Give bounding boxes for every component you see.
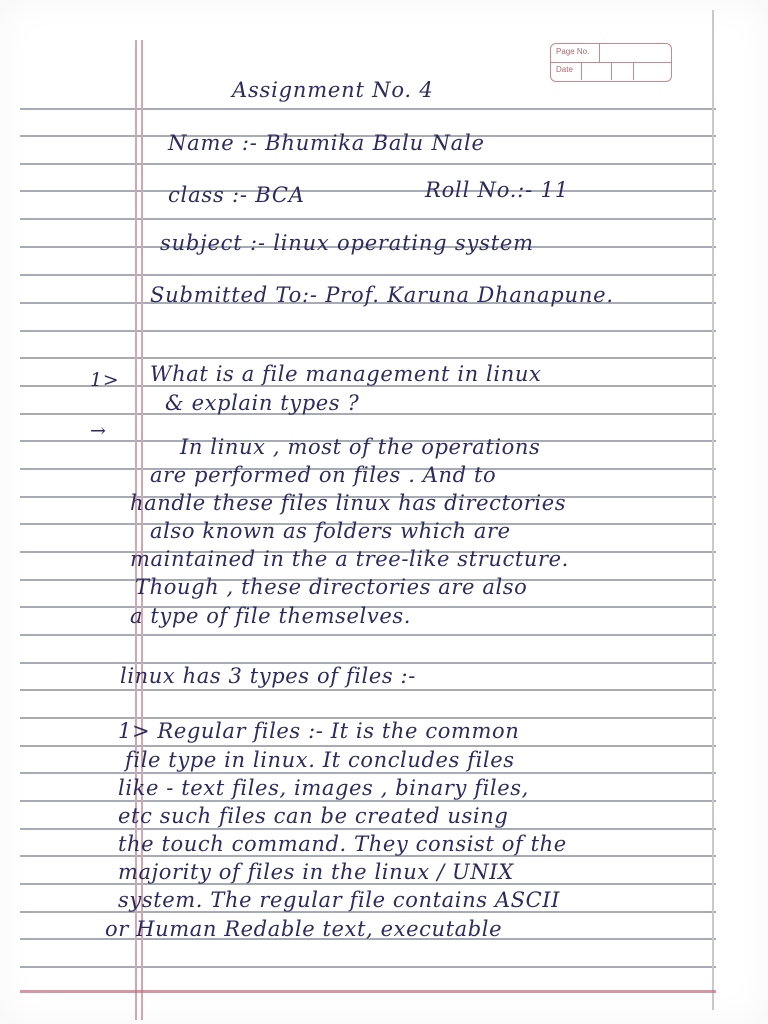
regular-files-line: like - text files, images , binary files, [118,776,529,800]
date-label: Date [556,65,573,74]
regular-files-line: 1> Regular files :- It is the common [118,719,520,743]
ruled-line [20,689,716,691]
submitted-to: Submitted To:- Prof. Karuna Dhanapune. [150,283,614,307]
ruled-line [20,274,716,276]
answer-line: maintained in the a tree-like structure. [130,547,569,571]
ruled-line [20,634,716,636]
file-types-intro: linux has 3 types of files :- [120,664,416,688]
ruled-line [20,163,716,165]
ruled-line [20,772,716,774]
ruled-line [20,108,716,110]
ruled-line [20,966,716,968]
ruled-line [20,330,716,332]
regular-files-line: system. The regular file contains ASCII [118,888,561,912]
ruled-line [20,190,716,192]
answer-line: a type of file themselves. [130,604,412,628]
question-line: & explain types ? [165,391,360,415]
regular-files-line: etc such files can be created using [118,804,509,828]
regular-files-line: file type in linux. It concludes files [125,748,515,772]
assignment-title: Assignment No. 4 [232,78,434,102]
ruled-line [20,218,716,220]
page-no-label: Page No. [556,47,590,56]
student-class: class :- BCA [168,183,305,207]
answer-line: handle these files linux has directories [130,491,567,515]
ruled-line [20,357,716,359]
bottom-margin-rule [20,990,716,993]
subject: subject :- linux operating system [160,231,534,255]
regular-files-line: the touch command. They consist of the [118,832,567,856]
answer-line: Though , these directories are also [135,575,528,599]
ruled-line [20,800,716,802]
question-line: What is a file management in linux [150,362,542,386]
page-number-date-box [550,43,672,82]
page-edge [712,10,714,1010]
ruled-line [20,828,716,830]
answer-arrow: → [90,420,107,442]
roll-number: Roll No.:- 11 [425,178,569,202]
ruled-line [20,413,716,415]
ruled-line [20,745,716,747]
question-number: 1> [90,369,120,391]
student-name: Name :- Bhumika Balu Nale [168,131,485,155]
regular-files-line: majority of files in the linux / UNIX [118,860,514,884]
answer-line: In linux , most of the operations [180,435,541,459]
answer-line: also known as folders which are [150,519,511,543]
answer-line: are performed on files . And to [150,463,497,487]
regular-files-line: or Human Redable text, executable [105,917,503,941]
